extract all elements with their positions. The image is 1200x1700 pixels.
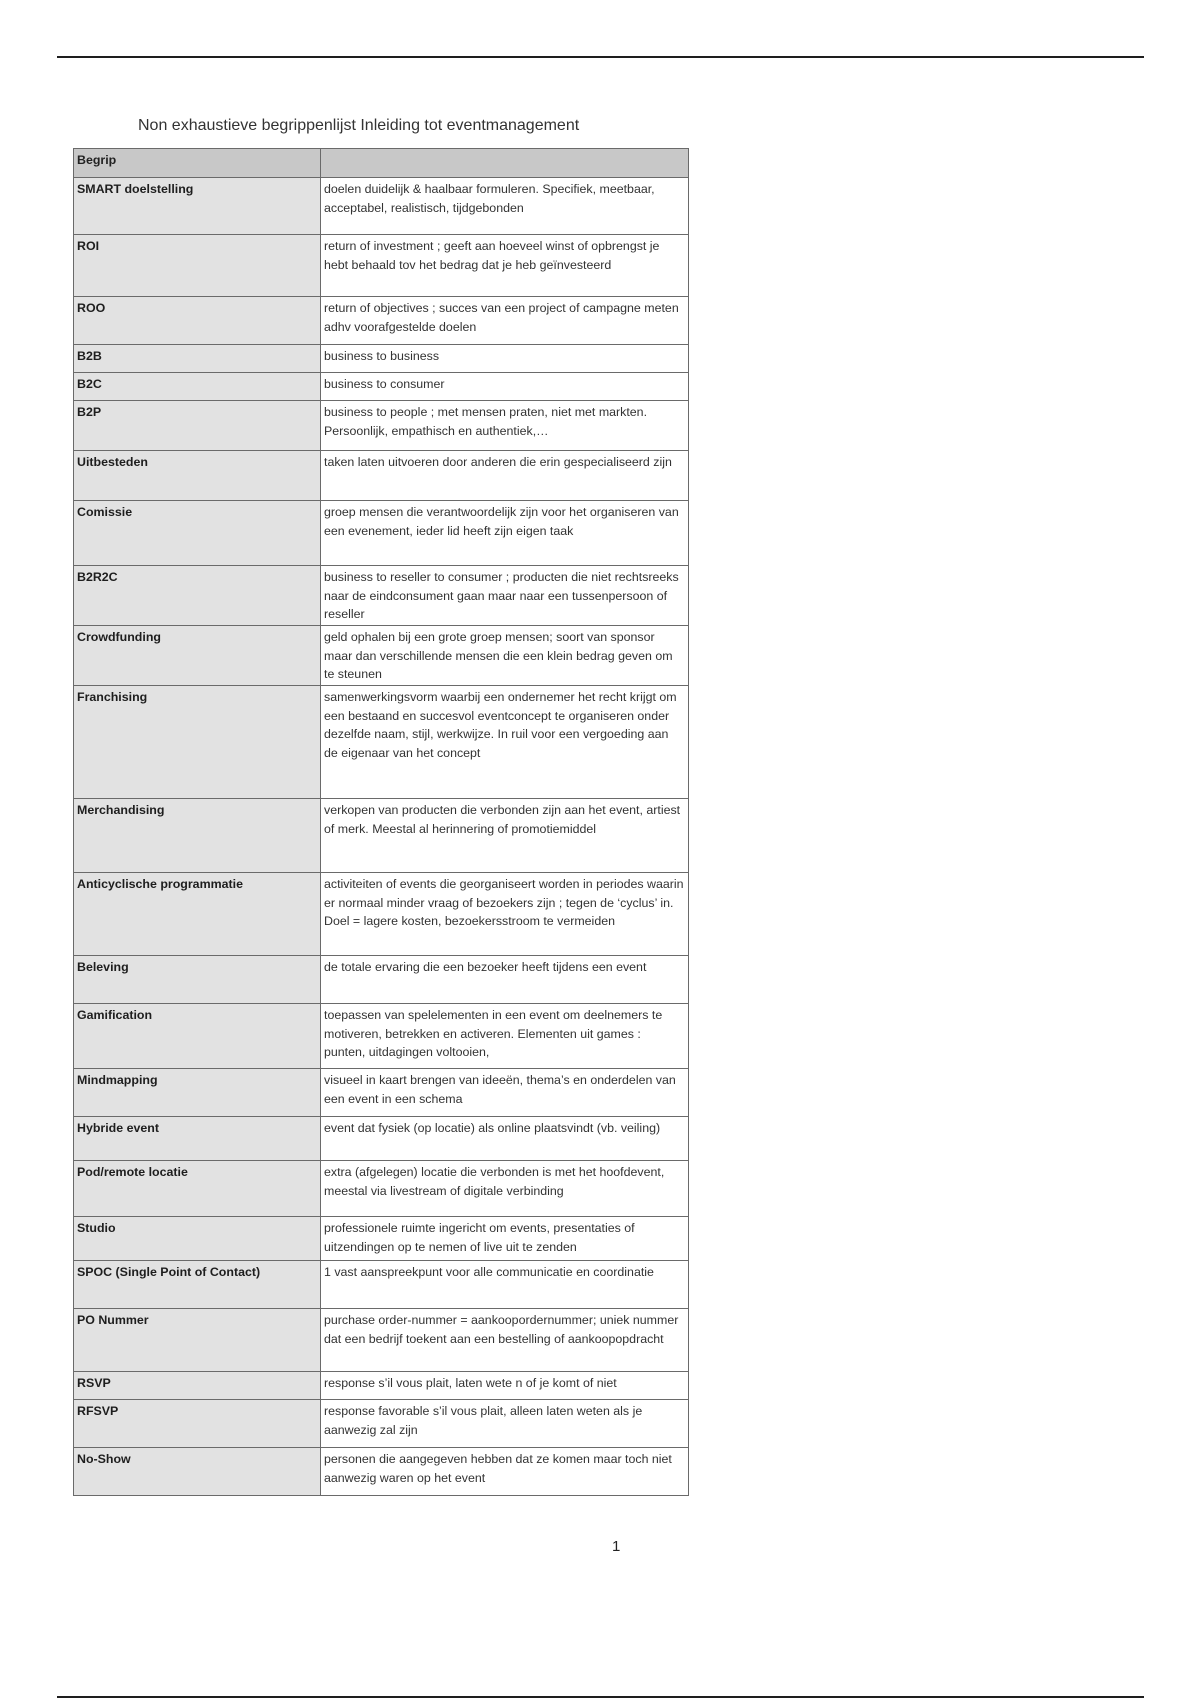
table-row bbox=[74, 1117, 689, 1161]
table-row bbox=[74, 1217, 689, 1261]
definition-cell: 1 vast aanspreekpunt voor alle communicatie en coordinatie bbox=[321, 1261, 689, 1309]
definition-cell: business to business bbox=[321, 345, 689, 373]
table-row bbox=[74, 373, 689, 401]
table-row bbox=[74, 686, 689, 799]
term-cell: B2C bbox=[74, 373, 321, 401]
column-header-term: Begrip bbox=[74, 149, 321, 178]
term-cell: B2P bbox=[74, 401, 321, 451]
table-row bbox=[74, 451, 689, 501]
table-row bbox=[74, 1069, 689, 1117]
term-cell: ROO bbox=[74, 297, 321, 345]
definition-cell: doelen duidelijk & haalbaar formuleren. Specifiek, meetbaar, acceptabel, realistisch, tijdgebonden bbox=[321, 178, 689, 235]
definition-cell: groep mensen die verantwoordelijk zijn voor het organiseren van een evenement, ieder lid heeft zijn eigen taak bbox=[321, 501, 689, 566]
term-cell: RFSVP bbox=[74, 1400, 321, 1448]
table-row bbox=[74, 1261, 689, 1309]
definition-cell: event dat fysiek (op locatie) als online plaatsvindt (vb. veiling) bbox=[321, 1117, 689, 1161]
term-cell: Anticyclische programmatie bbox=[74, 873, 321, 956]
header-rule bbox=[57, 56, 1144, 58]
term-cell: Comissie bbox=[74, 501, 321, 566]
definition-cell: verkopen van producten die verbonden zijn aan het event, artiest of merk. Meestal al herinnering of promotiemiddel bbox=[321, 799, 689, 873]
table-row bbox=[74, 1400, 689, 1448]
glossary-table bbox=[73, 148, 689, 1496]
definition-cell: visueel in kaart brengen van ideeën, thema’s en onderdelen van een event in een schema bbox=[321, 1069, 689, 1117]
table-header-row bbox=[74, 149, 689, 178]
table-row bbox=[74, 345, 689, 373]
term-cell: Uitbesteden bbox=[74, 451, 321, 501]
table-row bbox=[74, 566, 689, 626]
term-cell: Pod/remote locatie bbox=[74, 1161, 321, 1217]
table-row bbox=[74, 178, 689, 235]
table-row bbox=[74, 799, 689, 873]
page-number: 1 bbox=[612, 1538, 621, 1555]
table-row bbox=[74, 1161, 689, 1217]
glossary-body bbox=[74, 178, 689, 1496]
table-row bbox=[74, 873, 689, 956]
definition-cell: response s’il vous plait, laten wete n of je komt of niet bbox=[321, 1372, 689, 1400]
table-row bbox=[74, 1448, 689, 1496]
table-row bbox=[74, 235, 689, 297]
definition-cell: purchase order-nummer = aankoopordernummer; uniek nummer dat een bedrijf toekent aan een bestelling of aankoopopdracht bbox=[321, 1309, 689, 1372]
definition-cell: return of investment ; geeft aan hoeveel winst of opbrengst je hebt behaald tov het bedrag dat je heb geïnvesteerd bbox=[321, 235, 689, 297]
definition-cell: geld ophalen bij een grote groep mensen; soort van sponsor maar dan verschillende mensen die een klein bedrag geven om te steunen bbox=[321, 626, 689, 686]
definition-cell: extra (afgelegen) locatie die verbonden is met het hoofdevent, meestal via livestream of digitale verbinding bbox=[321, 1161, 689, 1217]
table-row bbox=[74, 1372, 689, 1400]
definition-cell: response favorable s’il vous plait, alleen laten weten als je aanwezig zal zijn bbox=[321, 1400, 689, 1448]
document-title: Non exhaustieve begrippenlijst Inleiding tot eventmanagement bbox=[138, 117, 580, 134]
term-cell: SPOC (Single Point of Contact) bbox=[74, 1261, 321, 1309]
definition-cell: toepassen van spelelementen in een event om deelnemers te motiveren, betrekken en activeren. Elementen uit games : punten, uitdagingen voltooien, bbox=[321, 1004, 689, 1069]
definition-cell: de totale ervaring die een bezoeker heeft tijdens een event bbox=[321, 956, 689, 1004]
term-cell: Mindmapping bbox=[74, 1069, 321, 1117]
definition-cell: business to reseller to consumer ; producten die niet rechtsreeks naar de eindconsument gaan maar naar een tussenpersoon of reseller bbox=[321, 566, 689, 626]
table-row bbox=[74, 297, 689, 345]
definition-cell: samenwerkingsvorm waarbij een ondernemer het recht krijgt om een bestaand en succesvol eventconcept te organiseren onder dezelfde naam, stijl, werkwijze. In ruil voor een vergoeding aan de eigenaar van het concept bbox=[321, 686, 689, 799]
definition-cell: business to people ; met mensen praten, niet met markten. Persoonlijk, empathisch en authentiek,… bbox=[321, 401, 689, 451]
term-cell: B2R2C bbox=[74, 566, 321, 626]
term-cell: Gamification bbox=[74, 1004, 321, 1069]
term-cell: Crowdfunding bbox=[74, 626, 321, 686]
definition-cell: return of objectives ; succes van een project of campagne meten adhv voorafgestelde doelen bbox=[321, 297, 689, 345]
table-row bbox=[74, 501, 689, 566]
definition-cell: professionele ruimte ingericht om events, presentaties of uitzendingen op te nemen of live uit te zenden bbox=[321, 1217, 689, 1261]
definition-cell: activiteiten of events die georganiseert worden in periodes waarin er normaal minder vraag of bezoekers zijn ; tegen de ‘cyclus’ in. Doel = lagere kosten, bezoekersstroom te vermeiden bbox=[321, 873, 689, 956]
term-cell: PO Nummer bbox=[74, 1309, 321, 1372]
term-cell: Franchising bbox=[74, 686, 321, 799]
table-row bbox=[74, 401, 689, 451]
term-cell: ROI bbox=[74, 235, 321, 297]
table-row bbox=[74, 626, 689, 686]
footer-rule bbox=[57, 1696, 1144, 1698]
definition-cell: business to consumer bbox=[321, 373, 689, 401]
term-cell: Merchandising bbox=[74, 799, 321, 873]
term-cell: SMART doelstelling bbox=[74, 178, 321, 235]
term-cell: Hybride event bbox=[74, 1117, 321, 1161]
term-cell: Beleving bbox=[74, 956, 321, 1004]
definition-cell: taken laten uitvoeren door anderen die erin gespecialiseerd zijn bbox=[321, 451, 689, 501]
column-header-definition bbox=[321, 149, 689, 178]
table-row bbox=[74, 956, 689, 1004]
term-cell: B2B bbox=[74, 345, 321, 373]
term-cell: RSVP bbox=[74, 1372, 321, 1400]
table-row bbox=[74, 1004, 689, 1069]
definition-cell: personen die aangegeven hebben dat ze komen maar toch niet aanwezig waren op het event bbox=[321, 1448, 689, 1496]
table-row bbox=[74, 1309, 689, 1372]
term-cell: No-Show bbox=[74, 1448, 321, 1496]
term-cell: Studio bbox=[74, 1217, 321, 1261]
